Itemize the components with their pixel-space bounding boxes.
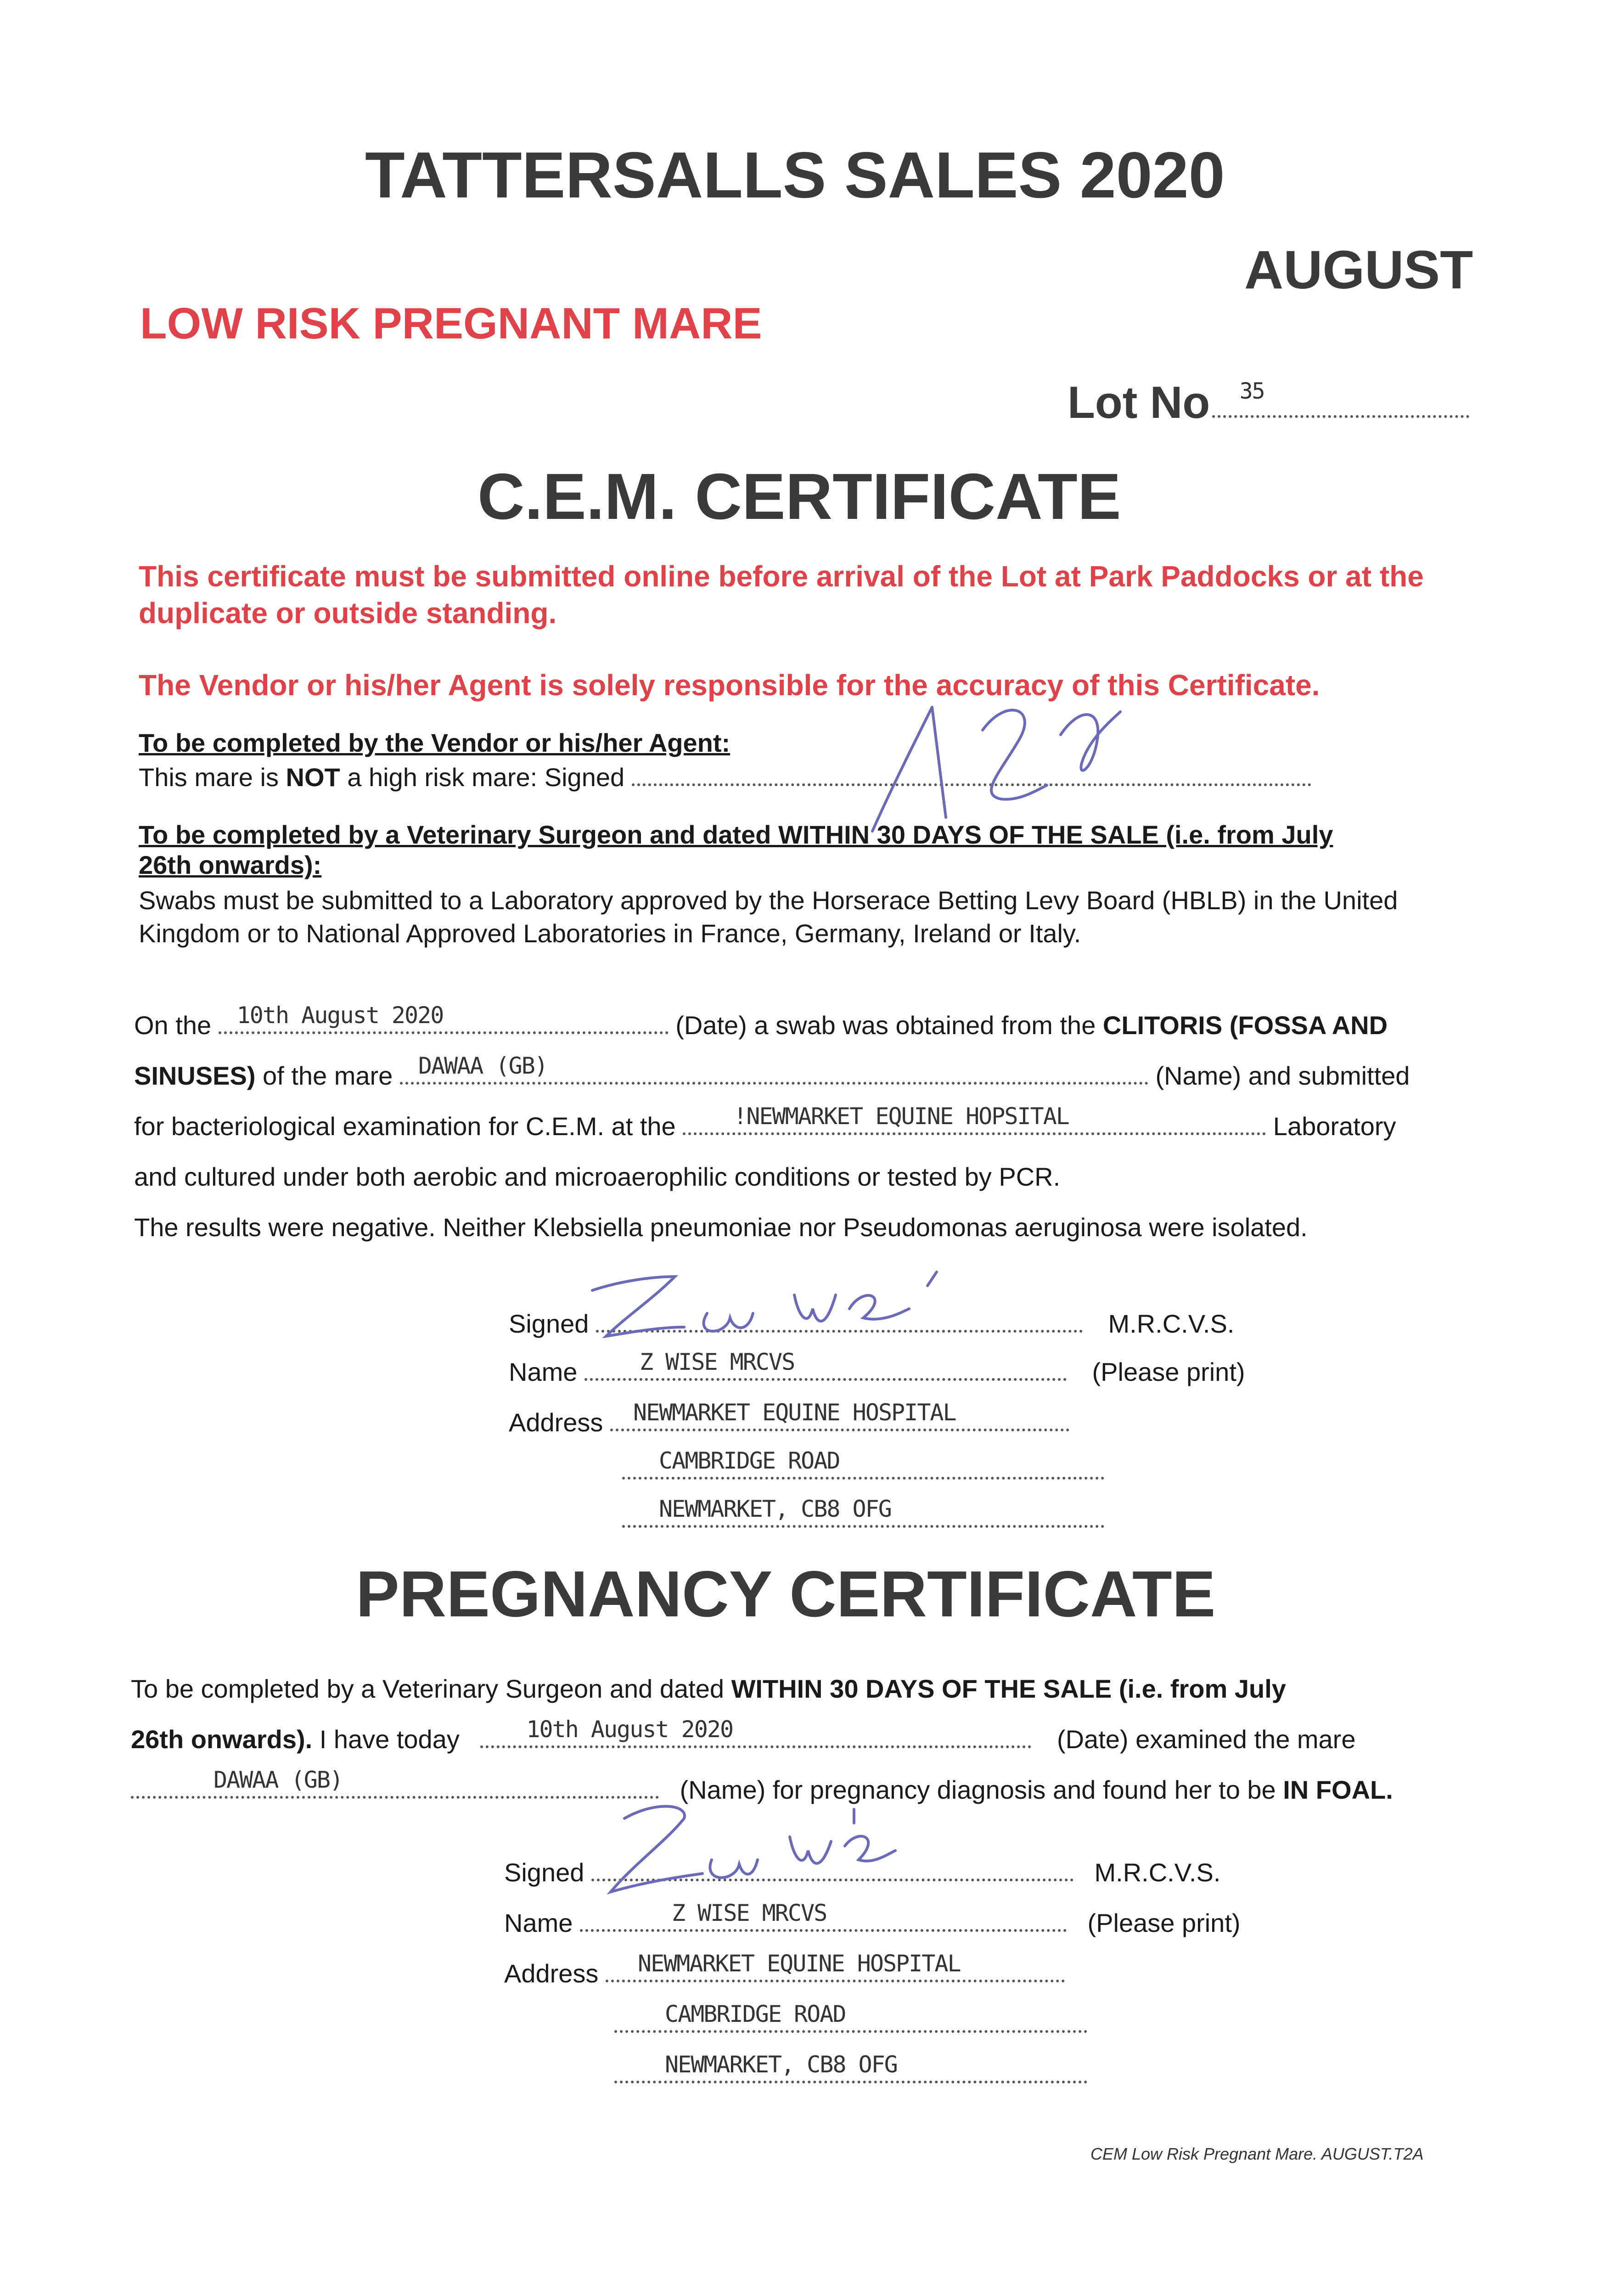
- cem-address-2-value: CAMBRIDGE ROAD: [659, 1447, 840, 1474]
- pregnancy-address-2-value: CAMBRIDGE ROAD: [665, 2001, 846, 2027]
- pregnancy-line-3: DAWAA (GB) (Name) for pregnancy diagnosis and found her to be IN FOAL.: [131, 1775, 1393, 1805]
- pregnancy-vet-signature: [597, 1791, 918, 1901]
- pregnancy-address-line-1: Address NEWMARKET EQUINE HOSPITAL: [504, 1958, 1065, 1988]
- vet-heading: To be completed by a Veterinary Surgeon and dated WITHIN 30 DAYS OF THE SALE (i.e. from July 26th onwards):: [139, 820, 1333, 879]
- cem-name-value: Z WISE MRCVS: [639, 1349, 795, 1375]
- cem-vet-signature: [579, 1258, 955, 1350]
- cem-address-line-1: Address NEWMARKET EQUINE HOSPITAL: [509, 1407, 1069, 1437]
- submission-notice: This certificate must be submitted online before arrival of the Lot at Park Paddocks or at the duplicate or outside standing.: [139, 560, 1424, 630]
- cem-address-line-2: [622, 1447, 1104, 1486]
- pregnancy-address-1-value: NEWMARKET EQUINE HOSPITAL: [638, 1950, 961, 1977]
- swab-date-value: 10th August 2020: [236, 1002, 444, 1029]
- document-title: TATTERSALLS SALES 2020: [365, 139, 1225, 212]
- cem-address-1-value: NEWMARKET EQUINE HOSPITAL: [633, 1399, 956, 1426]
- laboratory-value: !NEWMARKET EQUINE HOPSITAL: [733, 1103, 1069, 1130]
- lot-label: Lot No: [1068, 377, 1210, 428]
- vendor-signature: [863, 680, 1139, 840]
- vendor-heading: To be completed by the Vendor or his/her Agent:: [139, 728, 731, 757]
- pregnancy-mare-value: DAWAA (GB): [214, 1767, 343, 1793]
- cem-address-line-3: [622, 1496, 1104, 1534]
- cem-name-line: Name Z WISE MRCVS (Please print): [509, 1349, 1245, 1386]
- pregnancy-address-line-2: [614, 2001, 1087, 2039]
- mare-name-value: DAWAA (GB): [418, 1052, 547, 1079]
- lot-number: [1068, 377, 1469, 428]
- mare-name-line: SINUSES) of the mare DAWAA (GB) (Name) and submitted: [134, 1052, 1410, 1090]
- sale-month: AUGUST: [1244, 240, 1473, 300]
- pregnancy-signed-line: Signed M.R.C.V.S.: [504, 1858, 1221, 1887]
- pregnancy-address-line-3: [614, 2051, 1087, 2089]
- pregnancy-name-line: Name Z WISE MRCVS (Please print): [504, 1900, 1241, 1937]
- footer-reference: CEM Low Risk Pregnant Mare. AUGUST.T2A: [1090, 2144, 1424, 2163]
- pregnancy-name-value: Z WISE MRCVS: [671, 1900, 827, 1926]
- vendor-declaration: This mare is NOT a high risk mare: Signed: [139, 762, 1311, 792]
- culture-text: and cultured under both aerobic and microaerophilic conditions or tested by PCR.: [134, 1162, 1061, 1191]
- laboratory-line: for bacteriological examination for C.E.M. at the !NEWMARKET EQUINE HOPSITAL Laboratory: [134, 1103, 1396, 1141]
- swab-date-line: On the 10th August 2020 (Date) a swab was obtained from the CLITORIS (FOSSA AND: [134, 1002, 1388, 1040]
- responsibility-notice: The Vendor or his/her Agent is solely responsible for the accuracy of this Certificate.: [139, 669, 1320, 702]
- cem-signed-line: Signed M.R.C.V.S.: [509, 1309, 1235, 1338]
- cem-certificate-title: C.E.M. CERTIFICATE: [478, 460, 1121, 533]
- pregnancy-certificate-title: PREGNANCY CERTIFICATE: [356, 1558, 1216, 1631]
- pregnancy-line-2: 26th onwards). I have today 10th August 2020 (Date) examined the mare: [131, 1716, 1356, 1754]
- pregnancy-date-value: 10th August 2020: [526, 1716, 733, 1743]
- results-text: The results were negative. Neither Klebsiella pneumoniae nor Pseudomonas aeruginosa were isolated.: [134, 1213, 1308, 1242]
- pregnancy-line-1: To be completed by a Veterinary Surgeon and dated WITHIN 30 DAYS OF THE SALE (i.e. from July: [131, 1674, 1286, 1703]
- mare-category: LOW RISK PREGNANT MARE: [140, 299, 762, 348]
- pregnancy-address-3-value: NEWMARKET, CB8 OFG: [665, 2051, 897, 2078]
- lot-value: 35: [1239, 378, 1264, 404]
- swab-instructions: Swabs must be submitted to a Laboratory approved by the Horserace Betting Levy Board (HBLB) in the United Kingdom or to National Approved Laboratories in France, Germany, Ireland or Italy.: [139, 886, 1398, 948]
- cem-address-3-value: NEWMARKET, CB8 OFG: [659, 1496, 891, 1522]
